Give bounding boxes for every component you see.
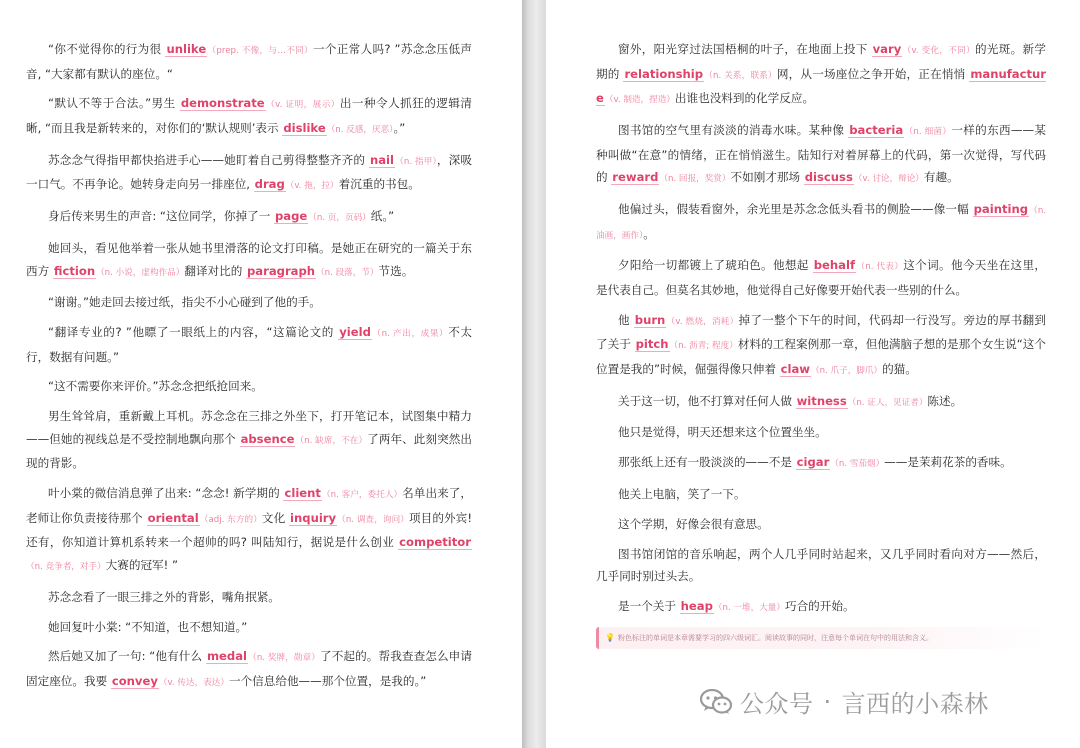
watermark-label: 公众号 bbox=[740, 690, 814, 718]
paragraph bbox=[26, 645, 472, 694]
vocab-word: vary bbox=[872, 42, 902, 56]
paragraph-text: 窗外，阳光穿过法国梧桐的叶子，在地面上投下 bbox=[618, 42, 872, 56]
vocab-gloss: （n. 客户，委托人） bbox=[321, 490, 403, 501]
paragraph-text: 出一种令人抓狂的逻辑清晰, “而且我是新转来的，对你们的‘默认规则’表示 bbox=[26, 96, 472, 135]
paragraph-text: “翻译专业的? ”他瞟了一眼纸上的内容，“这篇论文的 bbox=[48, 325, 339, 340]
paragraph-text: 不太行，数据有问题。” bbox=[26, 325, 472, 364]
vocab-gloss: （n. 关系，联系） bbox=[704, 70, 777, 81]
vocab-word: fiction bbox=[53, 263, 96, 278]
vocab-word: painting bbox=[973, 201, 1029, 216]
paragraph-text: 有趣。 bbox=[923, 170, 959, 185]
vocab-word: dislike bbox=[283, 120, 326, 135]
vocab-word: pitch bbox=[635, 337, 669, 352]
vocab-gloss: （v. 燃烧，消耗） bbox=[666, 316, 739, 327]
paragraph-text: “默认不等于合法。”男生 bbox=[48, 96, 180, 111]
watermark-name: 言西的小森林 bbox=[841, 690, 989, 718]
page-gutter bbox=[522, 0, 546, 748]
vocab-tip-box bbox=[596, 627, 1046, 649]
vocab-word: oriental bbox=[147, 510, 199, 525]
vocab-gloss: （n. 段落，节） bbox=[316, 267, 379, 278]
vocab-word: relationship bbox=[624, 66, 704, 81]
vocab-gloss: （n. 产出，成果） bbox=[371, 329, 449, 340]
vocab-gloss: （n. 证人，见证者） bbox=[847, 397, 928, 408]
vocab-gloss: （n. 小说，虚构作品） bbox=[96, 267, 185, 278]
paragraph bbox=[596, 254, 1046, 301]
paragraph bbox=[26, 616, 472, 639]
lightbulb-icon: 💡 bbox=[605, 633, 615, 643]
paragraph bbox=[26, 375, 472, 398]
paragraph-text: 她回复叶小棠: “不知道，也不想知道。” bbox=[48, 619, 248, 634]
vocab-word: page bbox=[274, 209, 308, 224]
watermark-separator: · bbox=[823, 687, 832, 716]
paragraph bbox=[26, 92, 472, 141]
paragraph-text: ，深吸一口气。不再争论。她转身走向另一排座位, bbox=[26, 152, 472, 192]
paragraph-text: 一个信息给他——那个位置，是我的。” bbox=[228, 673, 427, 688]
paragraph-text: 苏念念气得指甲都快掐进手心——她盯着自己剪得整整齐齐的 bbox=[48, 152, 369, 167]
vocab-word: medal bbox=[206, 649, 248, 664]
paragraph bbox=[26, 38, 472, 85]
paragraph bbox=[596, 198, 1046, 247]
left-page bbox=[0, 0, 522, 748]
paragraph bbox=[26, 149, 472, 198]
paragraph-text: 节选。 bbox=[378, 263, 414, 278]
vocab-gloss: （v. 变化，不同） bbox=[902, 46, 975, 56]
vocab-gloss: （n. 竞争者，对手） bbox=[26, 561, 106, 572]
vocab-gloss: （n. 反感，厌恶） bbox=[326, 124, 394, 135]
vocab-gloss: （v. 讨论，辩论） bbox=[853, 174, 924, 185]
paragraph bbox=[596, 309, 1046, 383]
paragraph-text: 了不起的。帮我查查怎么申请固定座位。我要 bbox=[26, 649, 472, 688]
right-page bbox=[546, 0, 1080, 748]
vocab-word: nail bbox=[369, 152, 394, 167]
watermark bbox=[700, 684, 989, 719]
paragraph-text: 项目的外宾! 还有，你知道计算机系转来一个超帅的吗? 叫陆知行，据说是什么创业 bbox=[26, 510, 473, 550]
paragraph bbox=[26, 405, 472, 475]
paragraph-text: 这个学期，好像会很有意思。 bbox=[618, 516, 769, 531]
vocab-word: reward bbox=[612, 170, 659, 185]
vocab-gloss: （n. 调查，询问） bbox=[337, 514, 409, 525]
paragraph bbox=[596, 543, 1046, 588]
paragraph-text: 他 bbox=[618, 312, 634, 327]
vocab-word: burn bbox=[634, 312, 666, 327]
paragraph-text: “这不需要你来评价。”苏念念把纸抢回来。 bbox=[48, 379, 263, 394]
paragraph-text: 是一个关于 bbox=[618, 598, 680, 613]
vocab-gloss: （n. 指甲） bbox=[394, 156, 437, 167]
paragraph bbox=[26, 586, 472, 609]
paragraph bbox=[596, 390, 1046, 415]
paragraph bbox=[596, 483, 1046, 506]
paragraph-text: 着沉重的书包。 bbox=[338, 177, 420, 192]
paragraph-text: 关于这一切，他不打算对任何人做 bbox=[618, 393, 796, 408]
paragraph-text: 叶小棠的微信消息弹了出来: “念念! 新学期的 bbox=[48, 486, 284, 501]
vocab-gloss: （prep. 不像，与…不同） bbox=[207, 46, 313, 56]
paragraph-text: 网，从一场座位之争开始，正在悄悄 bbox=[776, 66, 970, 81]
paragraph bbox=[596, 38, 1046, 112]
vocab-word: heap bbox=[680, 598, 713, 613]
paragraph-text: 纸。” bbox=[370, 209, 395, 224]
paragraph bbox=[596, 451, 1046, 476]
vocab-word: absence bbox=[240, 431, 295, 446]
vocab-gloss: （v. 拖，拉） bbox=[285, 181, 339, 192]
paragraph-text: 他关上电脑，笑了一下。 bbox=[618, 487, 746, 501]
paragraph bbox=[596, 421, 1046, 444]
vocab-word: drag bbox=[254, 177, 285, 192]
vocab-word: bacteria bbox=[849, 122, 904, 137]
vocab-gloss: （v. 证明，展示） bbox=[265, 100, 340, 111]
vocab-gloss: （v. 制造，捏造） bbox=[604, 95, 675, 106]
vocab-gloss: （n. 奖牌，勋章） bbox=[248, 653, 321, 664]
vocab-gloss: （n. 雪茄烟） bbox=[830, 459, 885, 470]
vocab-gloss: （n. 油画，画作） bbox=[596, 205, 1046, 241]
paragraph-text: “你不觉得你的行为很 bbox=[48, 42, 166, 56]
paragraph-text: 。 bbox=[643, 226, 655, 241]
paragraph bbox=[596, 513, 1046, 536]
vocab-word: behalf bbox=[813, 258, 856, 273]
vocab-word: client bbox=[284, 486, 321, 501]
paragraph-text: 他只是觉得，明天还想来这个位置坐坐。 bbox=[618, 425, 827, 440]
vocab-word: inquiry bbox=[290, 510, 337, 525]
paragraph-text: 材料的工程案例那一章，但他满脑子想的是那个女生说“这个位置是我的”时候，倔强得像只伸着 bbox=[596, 337, 1046, 376]
paragraph-text: 名单出来了，老师让你负责接待那个 bbox=[26, 486, 472, 525]
paragraph bbox=[26, 291, 472, 314]
paragraph bbox=[26, 205, 472, 230]
paragraph-text: 巧合的开始。 bbox=[784, 598, 855, 613]
vocab-gloss: （n. 代表） bbox=[856, 262, 904, 273]
vocab-word: unlike bbox=[166, 42, 207, 56]
vocab-gloss: （n. 一堆，大量） bbox=[713, 602, 785, 613]
paragraph-text: 这个词。他今天坐在这里，是代表自己。但莫名其妙地，他觉得自己好像要开始代表一些别的什么。 bbox=[596, 258, 1046, 297]
vocab-word: competitor bbox=[399, 535, 471, 550]
paragraph-text: “谢谢。”她走回去接过纸，指尖不小心碰到了他的手。 bbox=[48, 295, 321, 310]
paragraph-text: 。” bbox=[393, 120, 406, 135]
vocab-word: discuss bbox=[804, 170, 853, 185]
paragraph-text: 不如刚才那场 bbox=[730, 170, 804, 185]
paragraph-text: 陈述。 bbox=[927, 393, 963, 408]
paragraph bbox=[26, 482, 472, 578]
paragraph-text: 然后她又加了一句: “他有什么 bbox=[48, 649, 206, 664]
vocab-word: paragraph bbox=[247, 263, 316, 278]
paragraph-text: 男生耸耸肩，重新戴上耳机。苏念念在三排之外坐下，打开笔记本，试图集中精力——但她的视线总是不受控制地飘向那个 bbox=[26, 409, 472, 446]
paragraph bbox=[596, 119, 1046, 191]
vocab-gloss: （adj. 东方的） bbox=[199, 514, 262, 525]
paragraph bbox=[596, 595, 1046, 620]
paragraph-text: 身后传来男生的声音: “这位同学，你掉了一 bbox=[48, 209, 274, 224]
paragraph-text: 掉了一整个下午的时间，代码却一行没写。旁边的厚书翻到了关于 bbox=[596, 312, 1046, 352]
paragraph-text: 那张纸上还有一股淡淡的——不是 bbox=[618, 455, 796, 470]
vocab-word: convey bbox=[111, 673, 158, 688]
vocab-gloss: （n. 回报，奖赏） bbox=[659, 174, 731, 185]
paragraph-text: 他偏过头，假装看窗外，余光里是苏念念低头看书的侧脸——像一幅 bbox=[618, 201, 973, 216]
vocab-word: yield bbox=[339, 325, 371, 340]
paragraph-text: 图书馆的空气里有淡淡的消毒水味。某种像 bbox=[618, 122, 849, 137]
vocab-gloss: （n. 页，页码） bbox=[308, 213, 371, 224]
vocab-word: demonstrate bbox=[180, 96, 265, 111]
paragraph-text: 图书馆闭馆的音乐响起，两个人几乎同时站起来，又几乎同时看向对方——然后，几乎同时别过头去。 bbox=[596, 546, 1046, 584]
vocab-gloss: （n. 缺席，不在） bbox=[295, 435, 368, 446]
paragraph-text: 出谁也没料到的化学反应。 bbox=[674, 91, 815, 106]
vocab-gloss: （v. 传达，表达） bbox=[158, 677, 229, 688]
vocab-gloss: （n. 爪子，脚爪） bbox=[811, 365, 883, 376]
paragraph-text: 翻译对比的 bbox=[184, 263, 246, 278]
paragraph-text: 一个正常人吗? ”苏念念压低声音, “大家都有默认的座位。“ bbox=[26, 42, 472, 81]
vocab-word: witness bbox=[796, 393, 847, 408]
paragraph-text: 苏念念看了一眼三排之外的背影，嘴角抿紧。 bbox=[48, 589, 280, 604]
paragraph-text: ——是茉莉花茶的香味。 bbox=[884, 455, 1012, 470]
vocab-word: claw bbox=[780, 361, 810, 376]
paragraph-text: 了两年、此刻突然出现的背影。 bbox=[26, 431, 472, 471]
paragraph-text: 大赛的冠军! ” bbox=[105, 557, 178, 572]
paragraph bbox=[26, 321, 472, 368]
vocab-word: cigar bbox=[796, 455, 830, 470]
paragraph-text: 她回头，看见他举着一张从她书里滑落的论文打印稿。是她正在研究的一篇关于东西方 bbox=[26, 240, 472, 278]
paragraph-text: 的猫。 bbox=[882, 361, 917, 376]
vocab-gloss: （n. 细菌） bbox=[904, 126, 952, 137]
vocab-word: manufacture bbox=[596, 66, 1047, 106]
wechat-icon bbox=[700, 689, 732, 715]
paragraph-text: 夕阳给一切都镀上了琥珀色。他想起 bbox=[618, 258, 813, 273]
paragraph-text: 文化 bbox=[261, 510, 290, 525]
tip-text: 粉色标注的单词是本章需要学习的四六级词汇。阅读故事的同时，注意每个单词在句中的用法和含义。 bbox=[617, 633, 933, 642]
vocab-gloss: （n. 沥青; 程度） bbox=[669, 341, 738, 352]
paragraph-text: 一样的东西——某种叫做“在意”的情绪，正在悄悄滋生。陆知行对着屏幕上的代码，第一次觉得，写代码的 bbox=[596, 122, 1046, 185]
paragraph-text: 的光斑。新学期的 bbox=[596, 42, 1046, 81]
paragraph bbox=[26, 237, 472, 284]
